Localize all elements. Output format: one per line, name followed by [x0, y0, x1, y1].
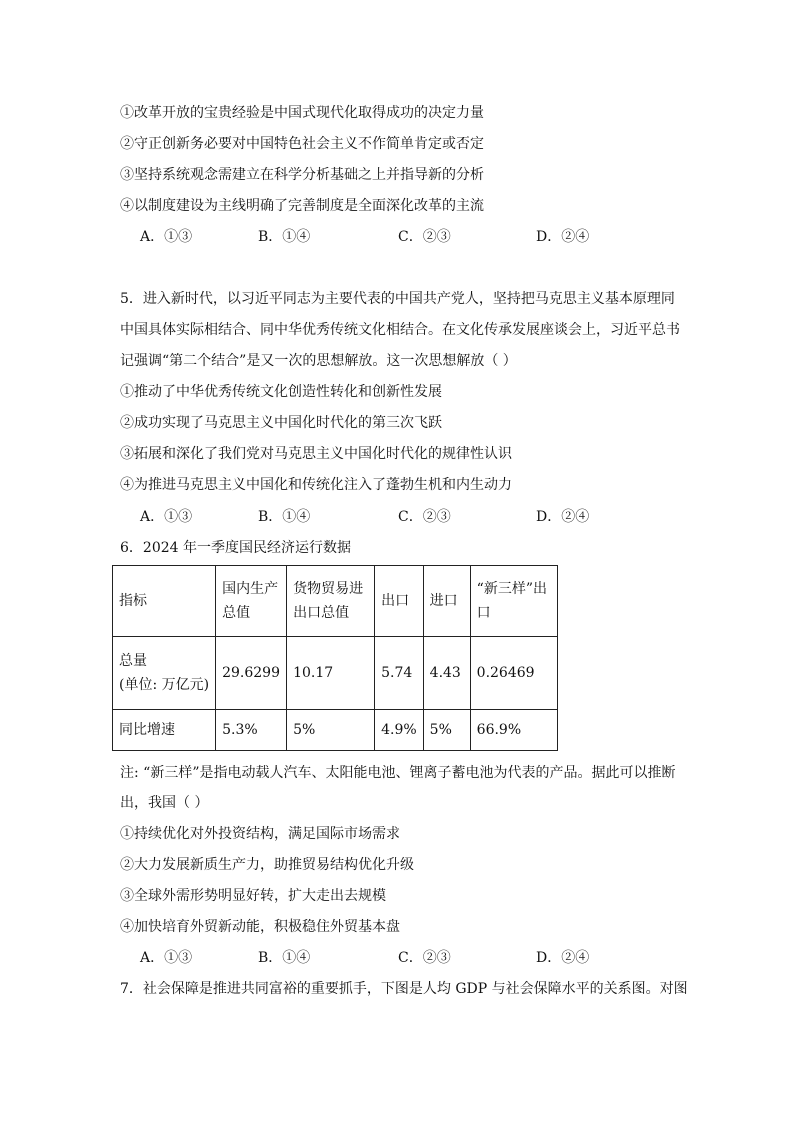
q4-options [140, 227, 620, 247]
table-cell: 5% [423, 710, 470, 751]
q5-statement-4: ④为推进马克思主义中国化和传统化注入了蓬勃生机和内生动力 [120, 477, 512, 493]
table-header-cell: 货物贸易进出口总值 [287, 566, 375, 637]
q6-statement-4: ④加快培育外贸新动能，积极稳住外贸基本盘 [120, 919, 400, 935]
q6-note-line-2: 出，我国（ ） [120, 795, 209, 811]
table-cell: 5% [287, 710, 375, 751]
table-row-label [113, 637, 216, 710]
table-row [113, 637, 558, 710]
q6-note-line-1: 注: “新三样”是指电动载人汽车、太阳能电池、锂离子蓄电池为代表的产品。据此可以推断 [120, 765, 676, 781]
q4-statement-3: ③坚持系统观念需建立在科学分析基础之上并指导新的分析 [120, 167, 484, 183]
table-cell: 4.9% [375, 710, 424, 751]
q6-title: 6．2024 年一季度国民经济运行数据 [120, 540, 351, 556]
economy-data-table [112, 565, 558, 751]
q5-stem-line-1: 5．进入新时代，以习近平同志为主要代表的中国共产党人，坚持把马克思主义基本原理同 [120, 291, 675, 307]
q6-statement-2: ②大力发展新质生产力，助推贸易结构优化升级 [120, 857, 414, 873]
table-cell: 29.6299 [216, 637, 287, 710]
q5-stem-line-2: 中国具体实际相结合、同中华优秀传统文化相结合。在文化传承发展座谈会上，习近平总书 [120, 322, 680, 338]
table-cell: 4.43 [423, 637, 470, 710]
row-label-line-2: (单位: 万亿元) [119, 677, 210, 693]
row-label-line-1: 总量 [119, 653, 147, 669]
q4-statement-4: ④以制度建设为主线明确了完善制度是全面深化改革的主流 [120, 198, 484, 214]
q5-stem-line-3: 记强调“第二个结合”是又一次的思想解放。这一次思想解放（ ） [120, 353, 517, 369]
table-header-cell: 出口 [375, 566, 424, 637]
table-cell: 5.3% [216, 710, 287, 751]
table-cell: 66.9% [470, 710, 557, 751]
q6-option-a[interactable]: A．①③ [140, 950, 193, 966]
table-cell: 0.26469 [470, 637, 557, 710]
table-header-cell: 进口 [423, 566, 470, 637]
q6-options [140, 948, 620, 968]
table-row-label: 同比增速 [113, 710, 216, 751]
q5-option-a[interactable]: A．①③ [140, 509, 193, 525]
table-header-cell: 国内生产总值 [216, 566, 287, 637]
q6-option-d[interactable]: D．②④ [536, 950, 590, 966]
q6-statement-3: ③全球外需形势明显好转，扩大走出去规模 [120, 888, 386, 904]
q5-statement-2: ②成功实现了马克思主义中国化时代化的第三次飞跃 [120, 415, 442, 431]
q4-option-a[interactable]: A．①③ [140, 229, 193, 245]
q5-options [140, 507, 620, 527]
q4-option-b[interactable]: B．①④ [258, 229, 311, 245]
q4-statement-1: ①改革开放的宝贵经验是中国式现代化取得成功的决定力量 [120, 105, 484, 121]
table-cell: 10.17 [287, 637, 375, 710]
q6-statement-1: ①持续优化对外投资结构，满足国际市场需求 [120, 826, 400, 842]
q4-option-c[interactable]: C．②③ [398, 229, 451, 245]
q5-option-b[interactable]: B．①④ [258, 509, 311, 525]
table-row [113, 710, 558, 751]
q5-option-c[interactable]: C．②③ [398, 509, 451, 525]
table-header-cell: 指标 [113, 566, 216, 637]
q5-statement-3: ③拓展和深化了我们党对马克思主义中国化时代化的规律性认识 [120, 446, 512, 462]
table-header-row [113, 566, 558, 637]
q4-option-d[interactable]: D．②④ [536, 229, 590, 245]
q6-option-c[interactable]: C．②③ [398, 950, 451, 966]
q5-option-d[interactable]: D．②④ [536, 509, 590, 525]
table-header-cell: “新三样”出口 [470, 566, 557, 637]
table-cell: 5.74 [375, 637, 424, 710]
q4-statement-2: ②守正创新务必要对中国特色社会主义不作简单肯定或否定 [120, 136, 484, 152]
q6-option-b[interactable]: B．①④ [258, 950, 311, 966]
q7-stem: 7．社会保障是推进共同富裕的重要抓手，下图是人均 GDP 与社会保障水平的关系图。对图 [120, 981, 688, 997]
q5-statement-1: ①推动了中华优秀传统文化创造性转化和创新性发展 [120, 384, 442, 400]
